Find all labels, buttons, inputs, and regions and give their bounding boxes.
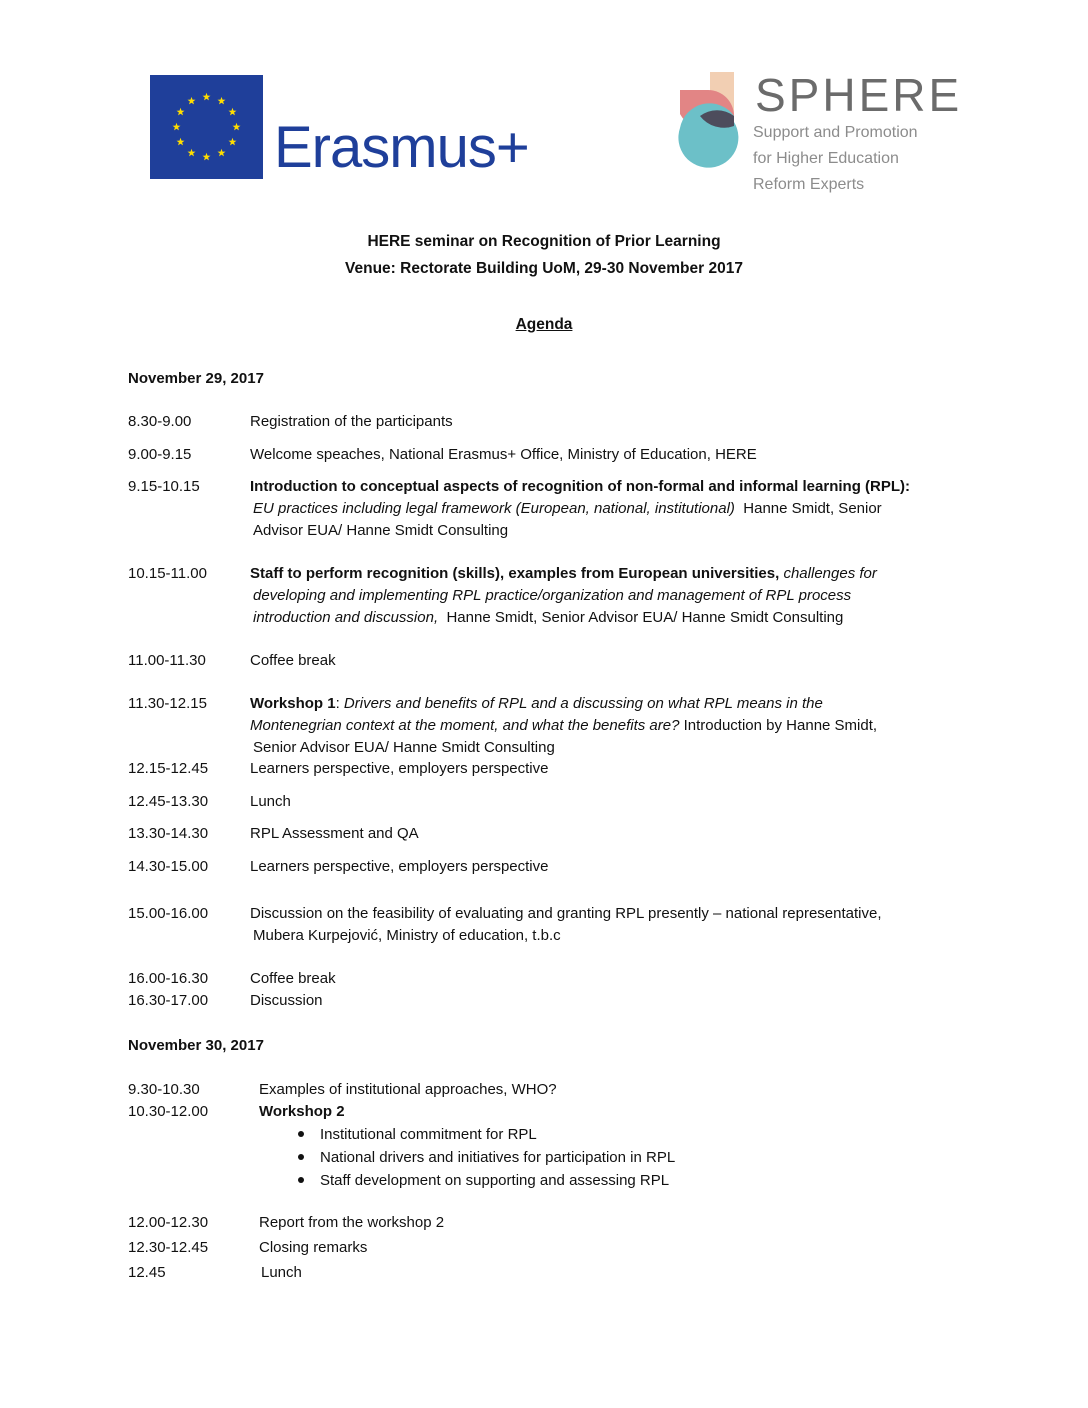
session-text: Coffee break [250,652,336,669]
session-title: Workshop 1 [250,695,336,712]
day-heading: November 30, 2017 [128,1037,264,1054]
list-item [296,1169,675,1192]
session-topic: Drivers and benefits of RPL and a discussing on what RPL means in the [343,695,823,712]
session-topic-continued: developing and implementing RPL practice/organization and management of RPL process [253,587,852,604]
agenda-heading: Agenda [515,316,573,333]
time-slot: 16.30-17.00 [128,992,209,1009]
session-description [250,903,958,947]
time-slot: 11.00-11.30 [128,652,206,669]
day-heading: November 29, 2017 [128,370,264,387]
session-text: Closing remarks [259,1239,368,1256]
eu-star-icon [233,123,241,131]
sphere-subtitle-line: Support and Promotion [753,124,918,141]
speaker-affiliation: Advisor EUA/ Hanne Smidt Consulting [253,522,509,539]
time-slot: 13.30-14.30 [128,825,209,842]
eu-star-icon [218,149,226,157]
list-item [296,1146,675,1169]
time-slot: 12.45-13.30 [128,793,209,810]
sphere-title: SPHERE [755,69,963,121]
time-slot: 9.00-9.15 [128,446,192,463]
bullet-icon [298,1154,304,1160]
time-slot: 10.30-12.00 [128,1103,209,1120]
eu-star-icon [218,97,226,105]
time-slot: 12.30-12.45 [128,1239,209,1256]
session-text: Lunch [250,793,291,810]
erasmus-wordmark: Erasmus+ [274,115,529,180]
time-slot: 15.00-16.00 [128,905,209,922]
session-text: Discussion [250,992,323,1009]
time-slot: 16.00-16.30 [128,970,209,987]
speaker: Mubera Kurpejović, Ministry of education, t.b.c [253,927,561,944]
erasmus-logo [150,75,530,185]
sphere-subtitle [753,120,918,198]
session-format: introduction and discussion, [253,609,439,626]
speaker: Hanne Smidt, Senior [743,500,882,517]
session-text: Discussion on the feasibility of evaluating and granting RPL presently – national representative, [250,905,882,922]
eu-star-icon [177,108,185,116]
time-slot: 12.00-12.30 [128,1214,209,1231]
session-text: Learners perspective, employers perspective [250,858,549,875]
speaker: Hanne Smidt, Senior Advisor EUA/ Hanne Smidt Consulting [446,609,844,626]
time-slot: 9.30-10.30 [128,1081,200,1098]
session-text: Report from the workshop 2 [259,1214,445,1231]
list-item-text: Institutional commitment for RPL [320,1126,537,1143]
bullet-icon [298,1177,304,1183]
eu-star-icon [228,108,236,116]
eu-star-icon [188,149,196,157]
time-slot: 11.30-12.15 [128,695,207,712]
eu-star-icon [173,123,181,131]
session-topic: EU practices including legal framework (European, national, institutional) [253,500,735,517]
session-title: Staff to perform recognition (skills), examples from European universities, [250,565,780,582]
workshop-topics-list [296,1123,675,1192]
sphere-mark-icon [676,68,756,196]
sphere-logo [676,68,963,198]
eu-star-icon [228,138,236,146]
session-text: Coffee break [250,970,336,987]
session-text: Registration of the participants [250,413,453,430]
time-slot: 12.45 [128,1264,166,1281]
time-slot: 9.15-10.15 [128,478,200,495]
session-topic: challenges for [783,565,877,582]
session-text: RPL Assessment and QA [250,825,419,842]
sphere-subtitle-line: for Higher Education [753,150,899,167]
eu-star-icon [203,93,211,101]
time-slot: 10.15-11.00 [128,565,207,582]
speaker-affiliation: Senior Advisor EUA/ Hanne Smidt Consulting [253,739,555,756]
session-text: Learners perspective, employers perspective [250,760,549,777]
session-text: Lunch [261,1264,302,1281]
session-description: Workshop 1: Drivers and benefits of RPL and a discussing on what RPL means in the Montenegrian context at the moment, and what the benefits are? Introduction by Hanne Smidt, Senior Advisor EUA/ Hanne Smidt Consulting [250,695,878,756]
session-title: Workshop 2 [259,1103,345,1120]
session-title: Introduction to conceptual aspects of recognition of non-formal and informal learning (RPL): [250,478,911,495]
list-item-text: Staff development on supporting and assessing RPL [320,1172,670,1189]
time-slot: 14.30-15.00 [128,858,209,875]
sphere-subtitle-line: Reform Experts [753,176,865,193]
eu-star-icon [177,138,185,146]
session-text: Examples of institutional approaches, WHO? [259,1081,557,1098]
session-topic-continued: Montenegrian context at the moment, and what the benefits are? [250,717,680,734]
time-slot: 8.30-9.00 [128,413,192,430]
list-item [296,1123,675,1146]
list-item-text: National drivers and initiatives for participation in RPL [320,1149,676,1166]
venue-line: Venue: Rectorate Building UoM, 29-30 November 2017 [345,260,743,277]
time-slot: 12.15-12.45 [128,760,209,777]
eu-flag-icon [150,75,263,179]
session-text: Welcome speaches, National Erasmus+ Office, Ministry of Education, HERE [250,446,757,463]
eu-star-icon [203,153,211,161]
session-description [250,563,958,629]
seminar-title: HERE seminar on Recognition of Prior Learning [367,233,721,250]
session-description [250,476,958,542]
eu-star-icon [188,97,196,105]
speaker: Introduction by Hanne Smidt, [683,717,878,734]
bullet-icon [298,1131,304,1137]
